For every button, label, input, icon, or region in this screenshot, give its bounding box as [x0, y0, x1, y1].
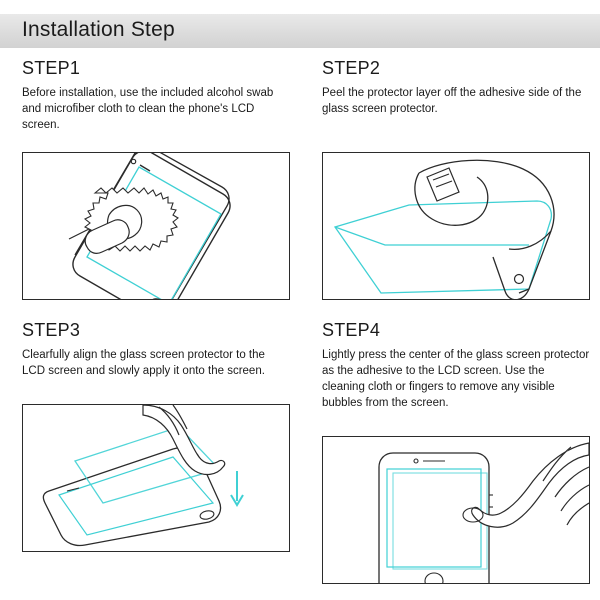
step-2-description: Peel the protector layer off the adhesive side of the glass screen protector.	[322, 87, 582, 115]
step-1-title: STEP1	[22, 58, 81, 78]
peeling-protector-film-illustration	[323, 153, 589, 299]
step-1	[22, 58, 294, 133]
aligning-glass-onto-phone-illustration	[23, 405, 289, 551]
step-3	[22, 320, 294, 379]
pressing-center-of-glass-illustration	[323, 437, 589, 583]
step-4-figure	[322, 436, 590, 584]
step-3-description: Clearfully align the glass screen protector to the LCD screen and slowly apply it onto the screen.	[22, 349, 265, 377]
step-3-figure	[22, 404, 290, 552]
step-4-title: STEP4	[322, 320, 381, 340]
step-3-title: STEP3	[22, 320, 81, 340]
step-2	[322, 58, 594, 117]
step-1-figure	[22, 152, 290, 300]
step-1-description: Before installation, use the included alcohol swab and microfiber cloth to clean the phone's LCD screen.	[22, 87, 274, 131]
steps-grid	[0, 52, 600, 600]
step-4-description: Lightly press the center of the glass screen protector as the adhesive to the LCD screen. Use the cleaning cloth or fingers to remove any visible bubbles from the screen.	[322, 349, 590, 409]
page-title: Installation Step	[22, 18, 175, 41]
step-4	[322, 320, 594, 411]
step-2-figure	[322, 152, 590, 300]
phone-with-cleaning-cloth-illustration	[23, 153, 289, 299]
step-2-title: STEP2	[322, 58, 381, 78]
